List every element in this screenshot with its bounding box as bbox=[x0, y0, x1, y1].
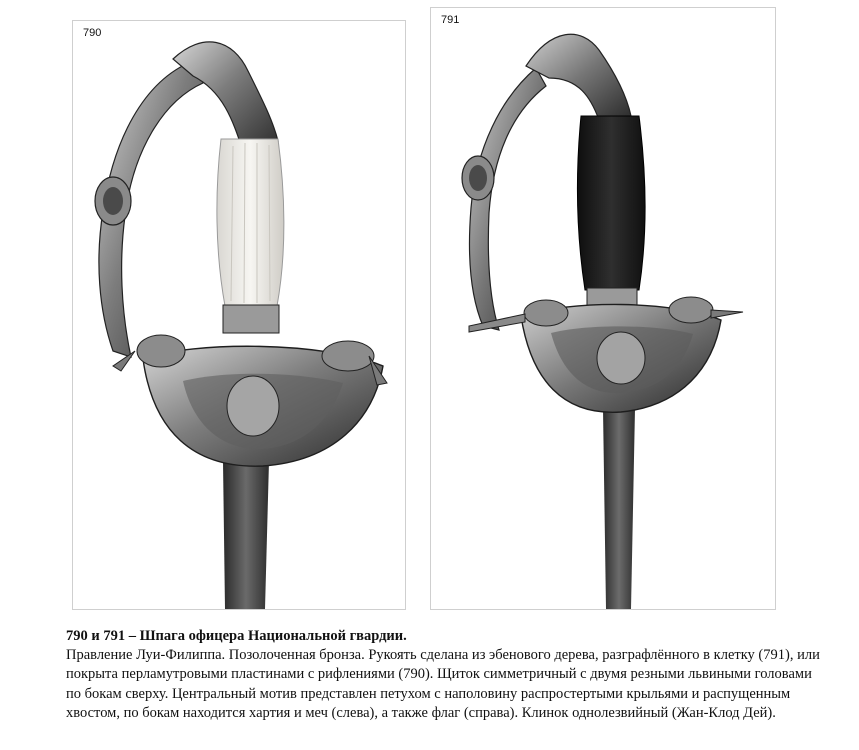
ebony-grip bbox=[578, 116, 645, 290]
blade bbox=[223, 461, 269, 609]
sword-790-illustration bbox=[73, 21, 405, 609]
cockerel-motif bbox=[227, 376, 279, 436]
cockerel-motif bbox=[597, 332, 645, 384]
lion-head-left bbox=[137, 335, 185, 367]
lion-head-right bbox=[669, 297, 713, 323]
sword-791-illustration bbox=[431, 8, 775, 609]
lion-head-right bbox=[322, 341, 374, 371]
pommel bbox=[173, 42, 278, 151]
blade bbox=[603, 408, 635, 609]
ferrule bbox=[223, 305, 279, 333]
plate-number-791: 791 bbox=[441, 14, 460, 26]
caption-title: 790 и 791 – Шпага офицера Национальной гвардии. bbox=[66, 628, 407, 644]
photo-plate-790 bbox=[72, 20, 406, 610]
figure-caption bbox=[66, 627, 826, 723]
caption-body: Правление Луи-Филиппа. Позолоченная бронза. Рукоять сделана из эбенового дерева, разграфлённого в клетку (791), или покрыта перламутровыми пластинами с рифлениями (790). Щиток симметричный с двумя резными львиными головами по бокам сверху. Центральный мотив представлен петухом с наполовину распростертыми крыльями и распущенным хвостом, по бокам находится хартия и меч (слева), а также флаг (справа). Клинок однолезвийный (Жан-Клод Дей). bbox=[66, 647, 820, 721]
pearl-grip bbox=[217, 139, 284, 306]
plate-number-790: 790 bbox=[83, 27, 102, 39]
lion-head-left bbox=[524, 300, 568, 326]
photo-plate-791 bbox=[430, 7, 776, 610]
